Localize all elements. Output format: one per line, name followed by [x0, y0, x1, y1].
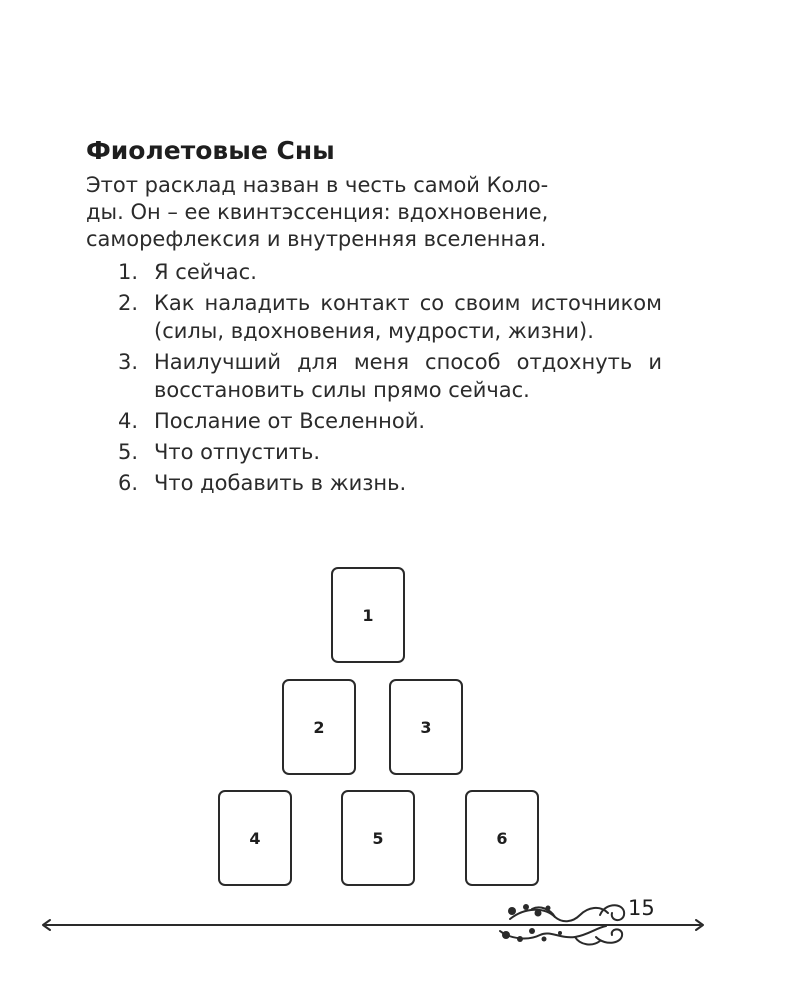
list-item-number: 6.	[118, 471, 139, 495]
card-position-3: 3	[389, 679, 463, 775]
list-item-number: 2.	[118, 291, 139, 315]
list-item-number: 4.	[118, 409, 139, 433]
list-item-text: Я сейчас.	[154, 260, 257, 284]
footer-ornament-rule	[40, 895, 710, 950]
list-item	[118, 289, 662, 345]
card-position-5: 5	[341, 790, 415, 886]
card-position-4: 4	[218, 790, 292, 886]
list-item-text: Что отпустить.	[154, 440, 321, 464]
card-position-2: 2	[282, 679, 356, 775]
card-position-1: 1	[331, 567, 405, 663]
page-number: 15	[628, 896, 655, 920]
intro-line: саморефлексия и внутренняя вселенная.	[86, 227, 547, 251]
list-item-text: Что добавить в жизнь.	[154, 471, 407, 495]
list-item	[118, 469, 662, 497]
intro-paragraph	[86, 172, 662, 253]
spread-positions-list	[118, 258, 662, 500]
list-item-text: Наилучший для меня способ отдохнуть и восстановить силы прямо сейчас.	[154, 350, 662, 402]
intro-line: ды. Он – ее квинтэссенция: вдохновение,	[86, 200, 549, 224]
list-item	[118, 348, 662, 404]
list-item-text: Как наладить контакт со своим источником (силы, вдохновения, мудрости, жизни).	[154, 291, 662, 343]
list-item-number: 5.	[118, 440, 139, 464]
list-item	[118, 407, 662, 435]
list-item	[118, 258, 662, 286]
list-item	[118, 438, 662, 466]
page-title: Фиолетовые Сны	[86, 136, 335, 165]
card-position-6: 6	[465, 790, 539, 886]
list-item-number: 1.	[118, 260, 139, 284]
list-item-number: 3.	[118, 350, 139, 374]
intro-line: Этот расклад назван в честь самой Коло-	[86, 173, 549, 197]
list-item-text: Послание от Вселенной.	[154, 409, 426, 433]
